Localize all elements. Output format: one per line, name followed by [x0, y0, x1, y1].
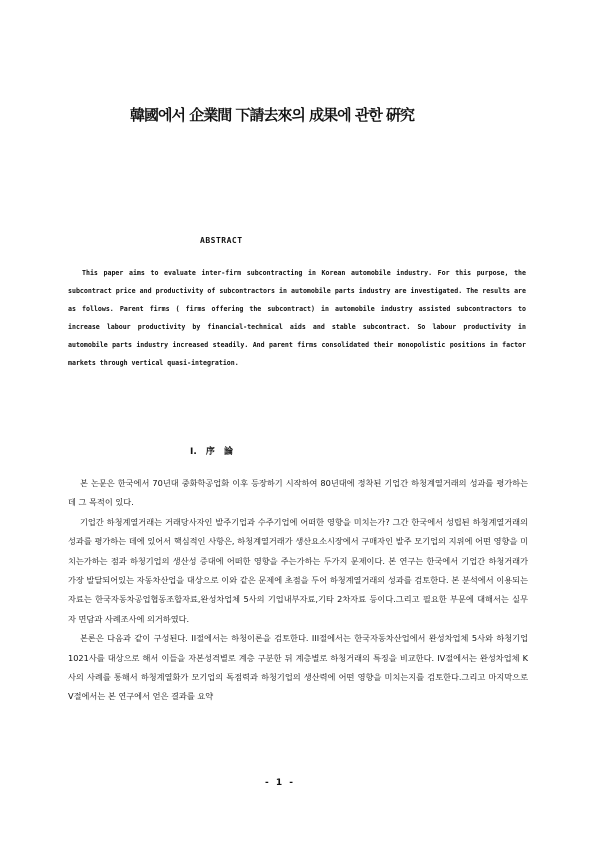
paragraph: 기업간 하청계열거래는 거래당사자인 발주기업과 수주기업에 어떠한 영향을 미치는가? 그간 한국에서 성립된 하청계열거래의 성과를 평가하는 데에 있어서 핵심적인 사항은, 하청계열거래가 생산요소시장에서 구매자인 발주 모기업의 지위에 어떤 영향을 미치는가하는 점과 하청기업의 생산성 증대에 어떠한 영향을 주는가하는 두가지 문제이다. 본 연구는 한국에서 기업간 하청거래가 가장 발달되어있는 자동차산업을 대상으로 이와 같은 문제에 초점을 두어 하청계열거래의 성과를 검토한다. 본 분석에서 이용되는 자료는 한국자동차공업협동조합자료,완성차업체 5사의 기업내부자료,기타 2차자료 등이다.그리고 필요한 부문에 대해서는 실무자 면담과 사례조사에 의거하였다. [68, 516, 528, 624]
abstract-text: This paper aims to evaluate inter-firm subcontracting in Korean automobile industry. For this purpose, the subcontract price and productivity of subcontractors in automobile parts industry are investigated. The results are as follows. Parent firms ( firms offering the subcontract) in automobile industry assisted subcontractors to increase labour productivity by financial-technical aids and stable subcontract. So labour productivity in automobile parts industry increased steadily. And parent firms consolidated their monopolistic positions in factor markets through vertical quasi-integration. [68, 269, 526, 367]
page-number: - 1 - [265, 778, 295, 788]
abstract-heading: ABSTRACT [200, 236, 243, 245]
introduction-body [68, 474, 528, 707]
paragraph: 본 논문은 한국에서 70년대 중화학공업화 이후 등장하기 시작하여 80년대에 정착된 기업간 하청계열거래의 성과를 평가하는데 그 목적이 있다. [68, 478, 528, 508]
paper-title: 韓國에서 企業間 下請去來의 成果에 관한 硏究 [130, 106, 415, 124]
section-heading: I. 序 論 [190, 447, 234, 457]
paragraph: 본론은 다음과 같이 구성된다. II절에서는 하청이론을 검토한다. III절에서는 한국자동차산업에서 완성차업체 5사와 하청기업 1021사를 대상으로 해서 이들을 자본성격별로 계층 구분한 뒤 계층별로 하청거래의 특징을 비교한다. IV절에서는 완성차업체 K사의 사례를 통해서 하청계열화가 모기업의 독점력과 하청기업의 생산력에 어떤 영향을 미치는지를 검토한다.그리고 마지막으로 V절에서는 본 연구에서 얻은 결과를 요약 [68, 633, 528, 702]
